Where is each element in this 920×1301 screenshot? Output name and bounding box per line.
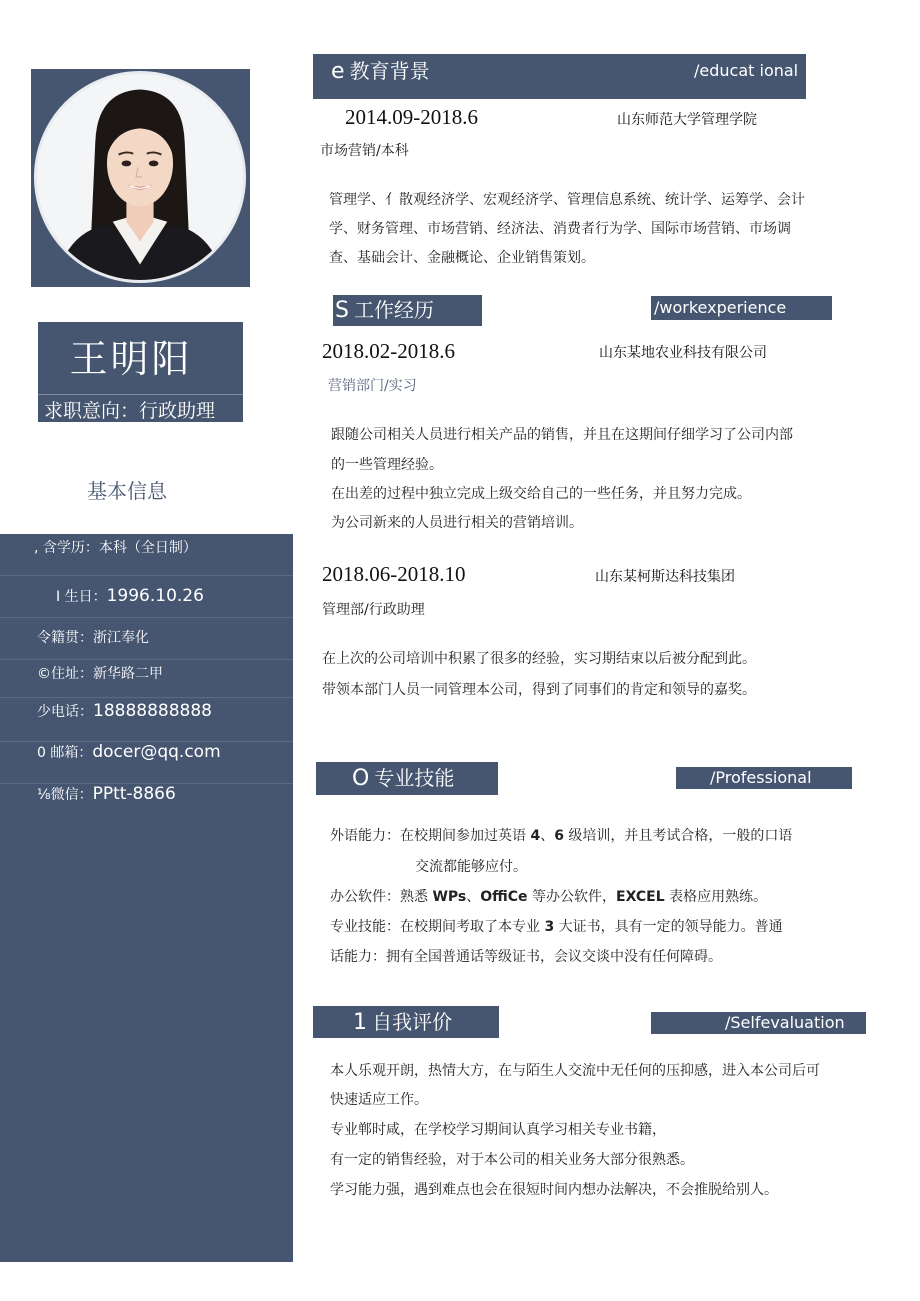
skills-glyph: O <box>352 766 370 791</box>
self-eval-line: 专业郸时咸，在学校学习期间认真学习相关专业书籍， <box>330 1122 666 1138</box>
self-eval-title: 自我评价 <box>372 1010 453 1034</box>
phone-value: 18888888888 <box>93 701 212 721</box>
work-header <box>333 295 482 326</box>
self-eval-header <box>313 1006 499 1038</box>
skill-text: OffiCe <box>480 889 528 905</box>
job-desc-line: 跟随公司相关人员进行相关产品的销售，并且在这期间仔细学习了公司内部 <box>331 427 793 443</box>
self-eval-line: 本人乐观开朗，热情大方，在与陌生人交流中无任何的压抑感，进入本公司后可 <box>330 1063 820 1079</box>
hometown-value: 浙江奉化 <box>93 630 149 646</box>
education-value: 本科（全日制） <box>98 540 197 556</box>
education-en-title: /educat ional <box>694 61 799 80</box>
job-intent: 求职意向：行政助理 <box>44 400 216 422</box>
birthday-label: I 生日： <box>56 589 107 605</box>
hometown-label: 令籍贯： <box>37 630 93 646</box>
info-row-hometown <box>0 618 293 660</box>
photo-frame <box>31 69 250 287</box>
skills-title: 专业技能 <box>374 766 455 790</box>
education-course-line: 学、财务管理、市场营销、经济法、消费者行为学、国际市场营销、市场调 <box>329 221 791 237</box>
self-eval-line: 学习能力强，遇到难点也会在很短时间内想办法解决，不会推脱给别人。 <box>330 1182 778 1198</box>
info-row-address <box>0 660 293 698</box>
job-role: 管理部/行政助理 <box>322 602 425 618</box>
self-eval-glyph: 1 <box>353 1010 367 1035</box>
profile-photo <box>34 71 246 283</box>
email-value: docer@qq.com <box>92 742 221 762</box>
skill-text: EXCEL <box>616 889 665 905</box>
info-row-email <box>0 742 293 784</box>
job-company: 山东某地农业科技有限公司 <box>599 345 767 361</box>
job-desc-line: 的一些管理经验。 <box>331 457 443 473</box>
candidate-name: 王明阳 <box>69 337 193 381</box>
education-label: , 含学历： <box>34 540 99 556</box>
skill-text: 、 <box>466 889 481 905</box>
skill-text: 专业技能：在校期间考取了本专业 <box>330 919 545 935</box>
self-eval-line: 快速适应工作。 <box>330 1092 428 1108</box>
work-en-header: /workexperience <box>651 296 832 320</box>
skill-text: 大证书，具有一定的领导能力。普通 <box>554 919 783 935</box>
education-header <box>313 54 806 99</box>
job-desc-line: 在出差的过程中独立完成上级交给自己的一些任务，并且努力完成。 <box>331 486 751 502</box>
basic-info-title: 基本信息 <box>87 479 167 503</box>
work-glyph: S <box>335 298 349 323</box>
address-label: ©住址： <box>37 666 93 682</box>
wechat-label: ⅛微信： <box>37 787 93 803</box>
wechat-value: PPtt-8866 <box>92 784 176 804</box>
skill-line <box>330 916 783 936</box>
skill-text: 级培训，并且考试合格，一般的口语 <box>563 828 793 844</box>
education-date: 2014.09-2018.6 <box>345 105 478 129</box>
job-role: 营销部门/实习 <box>328 378 417 394</box>
job-desc-line: 带领本部门人员一同管理本公司，得到了同事们的肯定和领导的嘉奖。 <box>322 682 756 698</box>
name-block <box>38 322 243 422</box>
self-eval-en-header: /Selfevaluation <box>651 1012 866 1034</box>
address-value: 新华路二甲 <box>93 666 163 682</box>
education-course-line: 管理学、亻散观经济学、宏观经济学、管理信息系统、统计学、运筹学、会计 <box>329 192 805 208</box>
skill-text: 6 <box>554 828 564 844</box>
skill-text: 话能力：拥有全国普通话等级证书，会议交谈中没有任何障碍。 <box>330 949 722 965</box>
portrait-image <box>37 74 243 280</box>
email-label: 0 邮箱： <box>37 745 93 761</box>
info-row-phone <box>0 698 293 742</box>
skill-text: 办公软件：熟悉 <box>330 889 433 905</box>
skill-line <box>415 856 527 876</box>
skill-text: 交流都能够应付。 <box>415 859 527 875</box>
work-title: 工作经历 <box>354 298 435 322</box>
skill-text: 3 <box>544 919 555 935</box>
skill-line <box>330 946 722 966</box>
job-date: 2018.02-2018.6 <box>322 339 455 363</box>
skills-en-header: /Professional <box>676 767 852 789</box>
education-title: 教育背景 <box>349 59 430 83</box>
skill-text: 表格应用熟练。 <box>664 889 768 905</box>
basic-info-sidebar <box>0 534 293 1262</box>
info-row-birthday <box>0 576 293 618</box>
skill-line <box>330 825 792 845</box>
job-desc-line: 为公司新来的人员进行相关的营销培训。 <box>331 515 583 531</box>
education-major: 市场营销/本科 <box>320 143 409 159</box>
skill-text: 外语能力：在校期间参加过英语 <box>330 828 531 844</box>
skill-line <box>330 886 767 906</box>
info-row-education <box>0 534 293 576</box>
job-desc-line: 在上次的公司培训中积累了很多的经验，实习期结束以后被分配到此。 <box>322 651 756 667</box>
education-course-line: 查、基础会计、金融概论、企业销售策划。 <box>329 250 595 266</box>
education-school: 山东师范大学管理学院 <box>617 112 757 128</box>
skills-header <box>316 762 498 795</box>
skill-text: 、 <box>540 828 555 844</box>
skill-text: 4 <box>530 828 541 844</box>
skill-text: 等办公软件， <box>527 889 616 905</box>
info-row-wechat <box>0 784 293 824</box>
name-divider <box>38 394 243 395</box>
job-company: 山东某柯斯达科技集团 <box>595 569 735 585</box>
skill-text: WPs <box>432 889 467 905</box>
birthday-value: 1996.10.26 <box>106 586 204 606</box>
phone-label: 少电话： <box>37 704 93 720</box>
job-date: 2018.06-2018.10 <box>322 562 466 586</box>
self-eval-line: 有一定的销售经验，对于本公司的相关业务大部分很熟悉。 <box>330 1152 694 1168</box>
education-glyph: e <box>331 59 345 84</box>
